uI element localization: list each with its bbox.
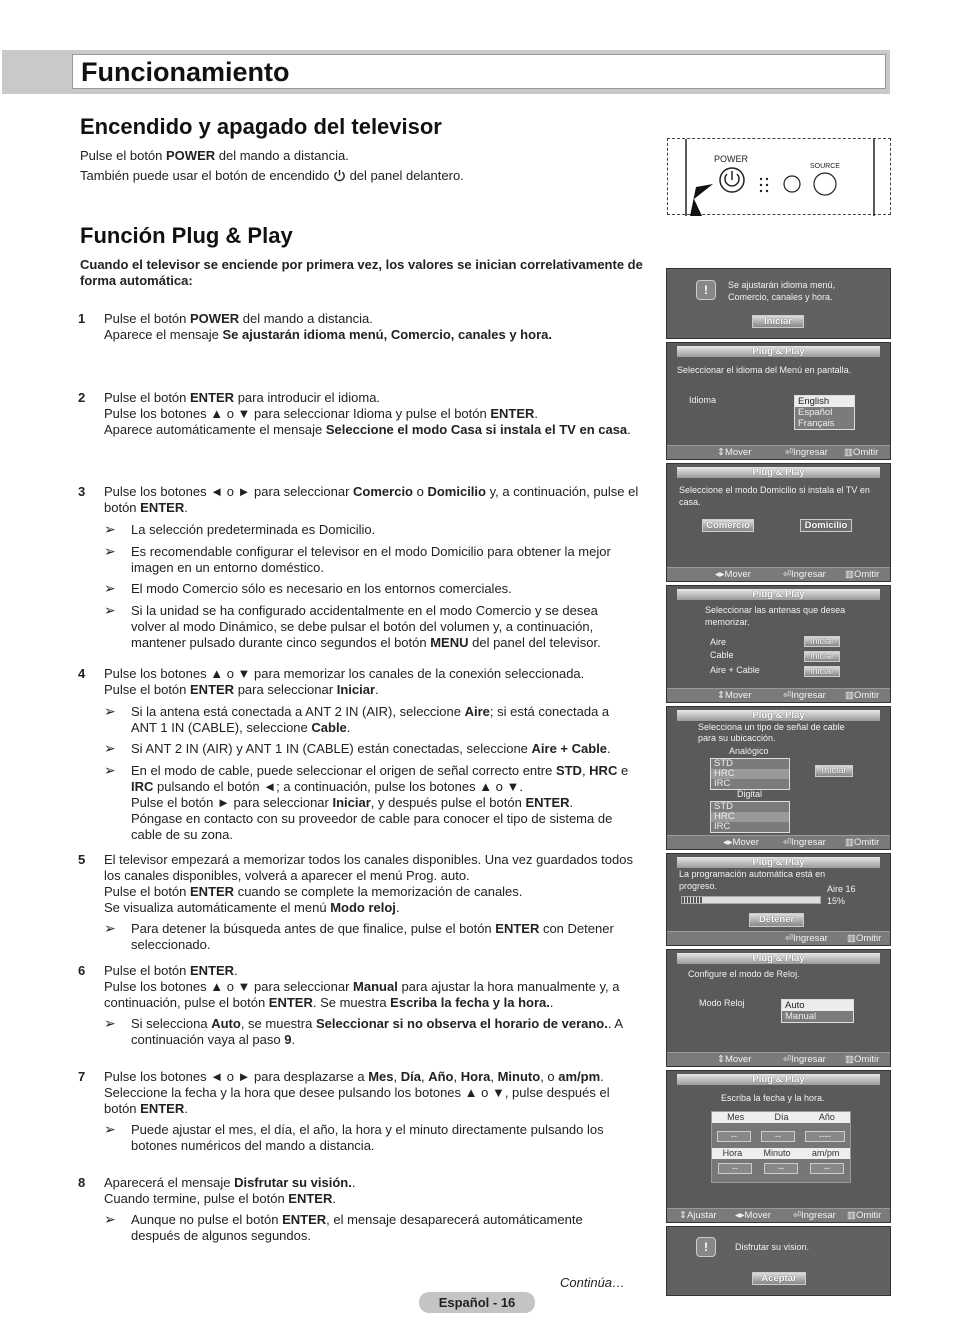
signal-option[interactable]: STD	[714, 801, 733, 812]
language-list[interactable]	[794, 395, 855, 430]
date-value-row	[712, 1131, 850, 1142]
move-hint: ◂▸ Mover	[735, 1210, 771, 1221]
clock-mode-label: Modo Reloj	[699, 998, 745, 1008]
note: ➢ El modo Comercio sólo es necesario en los entornos comerciales.	[104, 580, 512, 596]
step-number: 4	[78, 666, 86, 681]
note: ➢ Puede ajustar el mes, el día, el año, la hora y el minuto directamente pulsando los botones numéricos del mando a distancia.	[104, 1121, 604, 1153]
info-icon: !	[696, 280, 716, 300]
time-header-row	[712, 1148, 850, 1159]
note: ➢ La selección predeterminada es Domicilio.	[104, 521, 376, 537]
arrow-bullet-icon: ➢	[104, 740, 116, 756]
ampm-header: am/pm	[811, 1148, 840, 1158]
screen-message: Disfrutar su vision.	[735, 1242, 810, 1252]
month-field[interactable]: --	[717, 1131, 751, 1142]
hint-bar	[667, 931, 890, 945]
message-line: Comercio, canales y hora.	[728, 292, 833, 302]
info-icon: !	[696, 1237, 716, 1257]
screen-message: Seleccione el modo Domicilio si instala el TV en	[679, 485, 870, 495]
plug-play-intro: Cuando el televisor se enciende por primera vez, los valores se inician correlativamente de forma automática:	[80, 257, 643, 288]
arrow-bullet-icon: ➢	[104, 1211, 116, 1227]
screen-date-time	[666, 1070, 891, 1223]
skip-hint: ▥ Omitir	[845, 837, 880, 848]
adjust-hint: ⇕ Ajustar	[679, 1210, 717, 1221]
section-header-bar	[2, 50, 890, 94]
clock-mode-list[interactable]	[781, 999, 854, 1023]
enter-hint: ⏎ Ingresar	[785, 933, 828, 944]
note: ➢ En el modo de cable, puede seleccionar el origen de señal correcto entre STD, HRC e IRC pulsando el botón ◄; a continuación, pulse los botones ▲ o ▼. Pulse el botón ► para seleccionar Iniciar, y después pulse el botón ENTER. Póngase en contacto con su proveedor de cable para conocer el tipo de sistema de cable de su zona.	[104, 762, 629, 842]
store-mode-button[interactable]: Comercio	[702, 519, 754, 532]
arrow-bullet-icon: ➢	[104, 920, 116, 936]
screen-store-home	[666, 463, 891, 582]
screen-message: Configure el modo de Reloj.	[688, 969, 800, 979]
move-hint: ◂▸ Mover	[715, 569, 751, 580]
enter-hint: ⏎ Ingresar	[783, 569, 826, 580]
stop-button[interactable]: Detener	[749, 913, 804, 927]
arrow-bullet-icon: ➢	[104, 703, 116, 719]
step-8-text: Aparecerá el mensaje Disfrutar su visión.. Cuando termine, pulse el botón ENTER.	[104, 1175, 356, 1206]
year-field[interactable]: ----	[805, 1131, 845, 1142]
start-button[interactable]: Iniciar	[815, 765, 853, 777]
screen-message: Seleccionar las antenas que desea	[705, 605, 846, 615]
screen-message: Selecciona un tipo de señal de cable	[698, 722, 845, 732]
message-line: Se ajustarán idioma menú,	[728, 280, 836, 290]
skip-hint: ▥ Omitir	[844, 447, 879, 458]
language-label: Idioma	[689, 395, 717, 405]
power-label: POWER	[714, 154, 749, 164]
step-4-text: Pulse los botones ▲ o ▼ para memorizar los canales de la conexión seleccionada. Pulse el botón ENTER para seleccionar Iniciar.	[104, 666, 585, 697]
clock-mode-option[interactable]: Manual	[785, 1011, 817, 1022]
arrow-bullet-icon: ➢	[104, 543, 116, 559]
hint-bar	[667, 688, 890, 702]
step-7-text: Pulse los botones ◄ o ► para desplazarse a Mes, Día, Año, Hora, Minuto, o am/pm. Seleccione la fecha y la hora que desee pulsando los botones ▲ o ▼, pulse después el botón ENTER.	[104, 1069, 610, 1116]
digital-label: Digital	[737, 789, 763, 799]
language-option[interactable]: Español	[798, 407, 833, 418]
language-option[interactable]: English	[795, 396, 854, 407]
hour-field[interactable]: --	[718, 1163, 752, 1174]
screen-message: La programación automática está en	[679, 869, 826, 879]
continues-label: Continúa…	[560, 1275, 626, 1290]
hint-bar	[667, 1052, 890, 1066]
screen-clock-mode	[666, 949, 891, 1067]
day-header: Día	[774, 1112, 789, 1122]
start-air-button[interactable]: Iniciar	[804, 636, 840, 647]
date-header-row	[712, 1112, 850, 1123]
arrow-bullet-icon: ➢	[104, 762, 116, 778]
signal-option[interactable]: HRC	[711, 769, 789, 779]
progress-fill	[682, 897, 703, 903]
screen-message: memorizar.	[705, 617, 750, 627]
page-title: Funcionamiento	[81, 57, 290, 87]
screen-antenna	[666, 585, 891, 703]
analog-signal-list[interactable]	[710, 758, 790, 790]
skip-hint: ▥ Omitir	[845, 690, 880, 701]
power-line-2: También puede usar el botón de encendido del panel delantero.	[80, 168, 464, 183]
screen-message: para su ubicacción.	[698, 733, 776, 743]
skip-hint: ▥ Omitir	[845, 1054, 880, 1065]
power-symbol-icon	[333, 169, 346, 182]
progress-bar	[681, 896, 821, 904]
antenna-row-label: Aire	[710, 637, 727, 647]
move-hint: ⇕ Mover	[717, 447, 752, 458]
screen-message: casa.	[679, 497, 701, 507]
section-title-plug-play: Función Plug & Play	[80, 223, 293, 248]
signal-option[interactable]: IRC	[714, 821, 731, 832]
screen-autoprogram-progress	[666, 853, 891, 946]
enter-hint: ⏎ Ingresar	[783, 1054, 826, 1065]
signal-option[interactable]: STD	[714, 758, 733, 769]
screen-title: Plug & Play	[677, 857, 880, 868]
hint-bar	[667, 1208, 890, 1222]
enter-hint: ⏎ Ingresar	[783, 837, 826, 848]
analog-label: Analógico	[729, 746, 769, 756]
step-2-text: Pulse el botón ENTER para introducir el idioma. Pulse los botones ▲ o ▼ para seleccionar Idioma y pulse el botón ENTER. Aparece automáticamente el mensaje Seleccione el modo Casa si instala el TV en casa.	[104, 390, 631, 437]
screen-message: progreso.	[679, 881, 718, 891]
note: ➢ Es recomendable configurar el televisor en el modo Domicilio para obtener la mejor imagen en un entorno doméstico.	[104, 543, 611, 575]
hint-bar	[667, 835, 890, 849]
arrow-bullet-icon: ➢	[104, 580, 116, 596]
step-1-text: Pulse el botón POWER del mando a distancia. Aparece el mensaje Se ajustarán idioma menú, Comercio, canales y hora.	[104, 311, 552, 342]
screen-title: Plug & Play	[677, 467, 880, 478]
section-header	[72, 54, 886, 89]
note: ➢ Si la antena está conectada a ANT 2 IN (AIR), seleccione Aire; si está conectada a ANT 1 IN (CABLE), seleccione Cable.	[104, 703, 610, 735]
start-air-cable-button[interactable]: Iniciar	[804, 666, 840, 677]
screen-title: Plug & Play	[677, 589, 880, 600]
time-value-row	[712, 1163, 850, 1174]
page-number: Español - 16	[419, 1292, 535, 1313]
enter-hint: ⏎ Ingresar	[783, 690, 826, 701]
hour-header: Hora	[722, 1148, 743, 1158]
note: ➢ Para detener la búsqueda antes de que finalice, pulse el botón ENTER con Detener seleccionado.	[104, 920, 614, 952]
digital-signal-list[interactable]	[710, 801, 790, 833]
home-mode-button[interactable]: Domicilio	[800, 519, 852, 532]
hint-bar	[667, 445, 890, 459]
step-number: 1	[78, 311, 86, 326]
note: ➢ Si la unidad se ha configurado accidentalmente en el modo Comercio y se desea volver al modo Dinámico, se debe pulsar el botón del volumen y, a continuación, mantener pulsado durante cinco segundos el botón MENU del panel del televisor.	[104, 602, 601, 650]
date-time-grid	[711, 1111, 851, 1183]
ampm-field[interactable]: --	[810, 1163, 844, 1174]
month-header: Mes	[727, 1112, 745, 1122]
arrow-bullet-icon: ➢	[104, 1121, 116, 1137]
screen-message: Escriba la fecha y la hora.	[721, 1093, 825, 1103]
day-field[interactable]: --	[761, 1131, 795, 1142]
screen-title: Plug & Play	[677, 1074, 880, 1085]
enter-hint: ⏎ Ingresar	[785, 447, 828, 458]
progress-percent: 15%	[827, 896, 846, 906]
note: ➢ Si selecciona Auto, se muestra Seleccionar si no observa el horario de verano.. A continuación vaya al paso 9.	[104, 1015, 623, 1047]
minute-field[interactable]: --	[764, 1163, 798, 1174]
section-title-power: Encendido y apagado del televisor	[80, 114, 442, 139]
skip-hint: ▥ Omitir	[847, 933, 882, 944]
step-number: 8	[78, 1175, 86, 1190]
step-number: 5	[78, 852, 86, 867]
antenna-row-label: Cable	[710, 650, 734, 660]
tv-panel-illustration	[667, 138, 891, 215]
move-hint: ◂▸ Mover	[723, 837, 759, 848]
accept-button[interactable]: Aceptar	[752, 1272, 806, 1285]
screen-init-message	[666, 268, 891, 339]
step-number: 3	[78, 484, 86, 499]
power-line-1: Pulse el botón POWER del mando a distancia.	[80, 148, 349, 163]
antenna-row-label: Aire + Cable	[710, 665, 760, 675]
screen-title: Plug & Play	[677, 346, 880, 357]
skip-hint: ▥ Omitir	[845, 569, 880, 580]
year-header: Año	[818, 1112, 835, 1122]
clock-mode-option[interactable]: Auto	[782, 1000, 853, 1011]
step-number: 2	[78, 390, 86, 405]
hint-bar	[667, 567, 890, 581]
move-hint: ⇕ Mover	[717, 690, 752, 701]
signal-option[interactable]: HRC	[711, 812, 789, 822]
panel-drawing	[668, 139, 892, 216]
source-label: SOURCE	[810, 163, 840, 170]
note: ➢ Si ANT 2 IN (AIR) y ANT 1 IN (CABLE) están conectadas, seleccione Aire + Cable.	[104, 740, 611, 756]
step-number: 7	[78, 1069, 86, 1084]
screen-message: Seleccionar el idioma del Menú en pantalla.	[677, 365, 852, 375]
step-3-text: Pulse los botones ◄ o ► para seleccionar Comercio o Domicilio y, a continuación, pulse el botón ENTER.	[104, 484, 639, 515]
arrow-bullet-icon: ➢	[104, 602, 116, 618]
step-5-text: El televisor empezará a memorizar todos los canales disponibles. Una vez guardados todos los canales disponibles, volverá a aparecer el menú Prog. auto. Pulse el botón ENTER cuando se complete la memorización de canales. Se visualiza automáticamente el menú Modo reloj.	[104, 852, 633, 915]
screen-enjoy	[666, 1226, 891, 1296]
language-option[interactable]: Français	[798, 418, 835, 429]
channel-readout: Aire 16	[827, 884, 856, 894]
screen-title: Plug & Play	[677, 953, 880, 964]
arrow-bullet-icon: ➢	[104, 1015, 116, 1031]
step-6-text: Pulse el botón ENTER. Pulse los botones ▲ o ▼ para seleccionar Manual para ajustar la hora manualmente y, a continuación, pulse el botón ENTER. Se muestra Escriba la fecha y la hora..	[104, 963, 620, 1010]
screen-cable-type	[666, 706, 891, 850]
minute-header: Minuto	[763, 1148, 791, 1158]
screen-title: Plug & Play	[677, 710, 880, 721]
enter-hint: ⏎ Ingresar	[793, 1210, 836, 1221]
skip-hint: ▥ Omitir	[847, 1210, 882, 1221]
arrow-bullet-icon: ➢	[104, 521, 116, 537]
move-hint: ⇕ Mover	[717, 1054, 752, 1065]
start-cable-button[interactable]: Iniciar	[804, 651, 840, 662]
screen-language	[666, 342, 891, 460]
step-number: 6	[78, 963, 86, 978]
start-button[interactable]: Iniciar	[752, 315, 804, 328]
note: ➢ Aunque no pulse el botón ENTER, el mensaje desaparecerá automáticamente después de algunos segundos.	[104, 1211, 583, 1243]
signal-option[interactable]: IRC	[714, 778, 731, 789]
